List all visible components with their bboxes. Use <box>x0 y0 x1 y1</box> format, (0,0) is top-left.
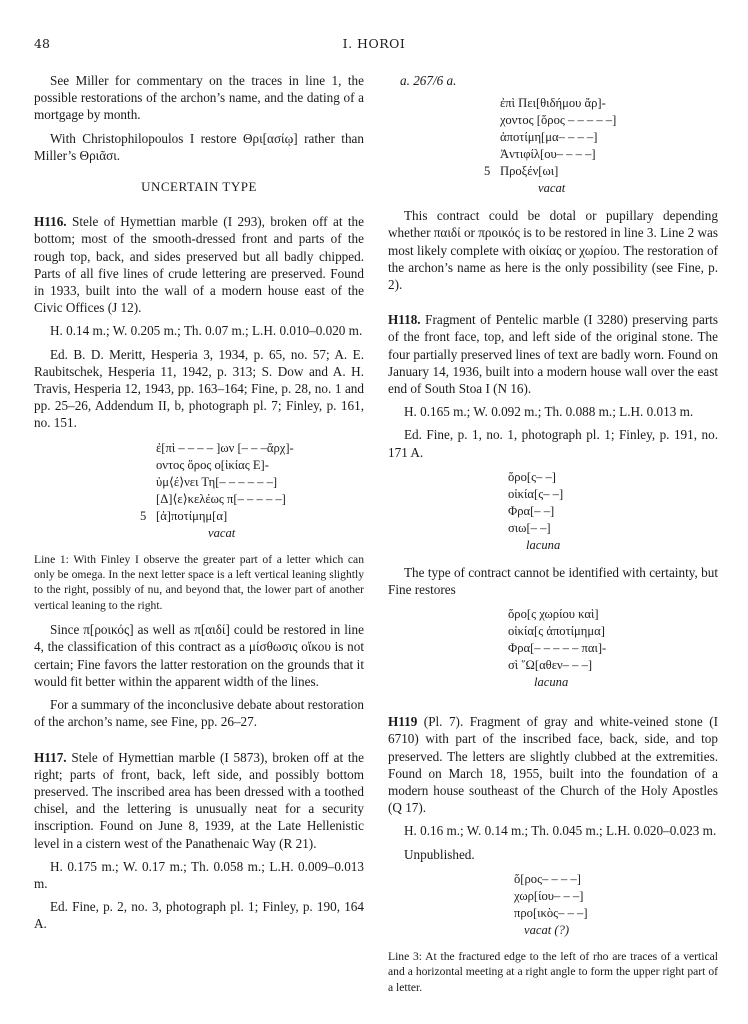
page-header <box>34 36 714 56</box>
h116-description <box>34 213 364 316</box>
inscription-line: ἐ[πὶ – – – – ]ων [– – –ἄρχ]- <box>156 440 294 455</box>
h119-id: H119 <box>388 714 418 730</box>
inscription-line: ὐμ⟨έ⟩νει Τη[– – – – – –] <box>156 474 278 489</box>
h118-desc-text: Fragment of Pentelic marble (I 3280) preserving parts of the front face, top, and left side of the original stone. The four partially preserved lines of text are badly worn. Found on January 14, 1936, built into a modern house wall over the east end of South Stoa I (N 16). <box>388 312 719 397</box>
inscription-line: [Δ]⟨ε⟩κελέως π[– – – – –] <box>156 491 286 506</box>
left-column <box>34 72 364 939</box>
h119-desc-text: (Pl. 7). Fragment of gray and white-veined stone (I 6710) with part of the inscribed face, back, side, and top preserved. The letters are slightly clubbed at the extremities. Found on March 18, 1955, built into the foundation of a modern house southeast of the Church of the Holy Apostles (Q 17). <box>388 714 719 816</box>
lacuna-label: lacuna <box>526 537 561 552</box>
h116-inscription <box>34 440 364 542</box>
h118-restoration <box>388 606 718 691</box>
h118-description <box>388 311 718 397</box>
h116-editions: Ed. B. D. Meritt, Hesperia 3, 1934, p. 65, no. 57; A. E. Raubitschek, Hesperia 11, 1942, p. 313; S. Dow and A. H. Travis, Hesperia 12, 1943, pp. 163–164; Fine, p. 28, no. 1 and pp. 25–26, Addendum II, b, photograph pl. 7; Finley, p. 161, no. 151. <box>34 346 364 431</box>
h117-desc-text: Stele of Hymettian marble (I 5873), broken off at the right; parts of front, back, left side, and possibly bottom preserved. The inscribed area has been dressed with a toothed chisel, and the lettering is unusually neat for a security inscription. Found on June 8, 1939, at the Late Hellenistic level in a cistern west of the Panathenaic Way (R 21). <box>34 749 365 851</box>
h117-editions: Ed. Fine, p. 2, no. 3, photograph pl. 1; Finley, p. 190, 164 A. <box>34 899 364 932</box>
h117-id: H117. <box>34 749 67 765</box>
inscription-line: οντος ὅρος ο[ἰκίας Ε]- <box>156 457 269 472</box>
inscription-line <box>484 163 718 180</box>
h119-description <box>388 713 718 816</box>
h119-unpublished: Unpublished. <box>404 846 475 862</box>
h117-dimensions: H. 0.175 m.; W. 0.17 m.; Th. 0.058 m.; L.H. 0.009–0.013 m. <box>34 858 364 891</box>
h116-id: H116. <box>34 214 67 230</box>
h119-line-note: Line 3: At the fractured edge to the left of rho are traces of a vertical and a horizontal meeting at a right angle to form the upper right part of a letter. <box>388 949 718 994</box>
inscription-line: Φρα[– – – – – παι]- <box>508 641 607 656</box>
page-number: 48 <box>34 36 50 51</box>
inscription-line <box>140 508 364 525</box>
h116-line-note: Line 1: With Finley I observe the greater part of a letter which can only be omega. In the next letter space is a left vertical leaning slightly to the right, possibly of nu, and beyond that, the lower part of another vertical leaning to the right. <box>34 552 364 612</box>
h116-dimensions: H. 0.14 m.; W. 0.205 m.; Th. 0.07 m.; L.H. 0.010–0.020 m. <box>50 323 363 339</box>
inscription-line: οἰκία[ς– –] <box>508 486 564 501</box>
line-number: 5 <box>484 164 491 179</box>
h117-paragraph-contract: This contract could be dotal or pupillary depending whether παιδί or προικός is to be restored in line 3. Line 2 was most likely complete with οἰκίας or χωρίου. The restoration of the archon’s name as here is the only possibility (see Fine, p. 2). <box>388 208 718 293</box>
paragraph-miller: See Miller for commentary on the traces in line 1, the possible restorations of the archon’s name, and the dating of a mortgage by month. <box>34 73 364 123</box>
inscription-line: ἐπὶ Πει[θιδήμου ἄρ]- <box>500 96 606 111</box>
inscription-line: Ἀντιφίλ[ου– – – –] <box>500 147 596 162</box>
h118-paragraph-type: The type of contract cannot be identified with certainty, but Fine restores <box>388 564 718 598</box>
paragraph-christophilopoulos: With Christophilopoulos I restore Θρι[ασίῳ] rather than Miller’s Θριᾶσι. <box>34 130 364 163</box>
h117-date: a. 267/6 a. <box>400 73 457 88</box>
inscription-line: ἀποτίμη[μα– – – –] <box>500 130 598 145</box>
inscription-line-text: Προξέν[ωι] <box>500 164 559 179</box>
h119-dimensions: H. 0.16 m.; W. 0.14 m.; Th. 0.045 m.; L.H. 0.020–0.023 m. <box>404 823 717 839</box>
lacuna-label: lacuna <box>534 675 569 690</box>
h118-editions: Ed. Fine, p. 1, no. 1, photograph pl. 1; Finley, p. 191, no. 171 A. <box>388 427 718 460</box>
line-number: 5 <box>140 508 147 523</box>
inscription-line: χοντος [ὅρος – – – – –] <box>500 113 617 128</box>
h117-inscription <box>388 95 718 197</box>
inscription-line: χωρ[ίου– – –] <box>514 888 584 903</box>
h118-id: H118. <box>388 312 421 328</box>
h116-paragraph-since: Since π[ροικός] as well as π[αιδί] could be restored in line 4, the classification of this contract as a μίσθωσις οἴκου is not certain; Fine favors the latter restoration on the grounds that it would fit better within the apparent width of the lines. <box>34 622 364 689</box>
running-head: I. HOROI <box>342 36 406 51</box>
h116-desc-text: Stele of Hymettian marble (I 293), broken off at the bottom; most of the smooth-dressed front and parts of the rough top, back, and sides preserved but all badly chipped. Parts of all five lines of crude lettering are preserved. Found in 1933, built into the wall of a modern house east of the Civic Offices (J 12). <box>34 214 365 316</box>
h118-dimensions: H. 0.165 m.; W. 0.092 m.; Th. 0.088 m.; L.H. 0.013 m. <box>404 404 694 420</box>
vacat-label: vacat (?) <box>524 922 570 937</box>
vacat-label: vacat <box>538 181 566 196</box>
inscription-line: προ[ικὸς– – –] <box>514 905 588 920</box>
vacat-label: vacat <box>208 525 236 540</box>
right-column <box>388 72 718 1003</box>
inscription-line: ὅρο[ς χωρίου καὶ] <box>508 607 599 622</box>
inscription-line: ὅρο[ς– –] <box>508 469 556 484</box>
inscription-line: σιω[– –] <box>508 520 551 535</box>
section-title: UNCERTAIN TYPE <box>141 179 257 195</box>
inscription-line: οἰκία[ς ἀποτίμημα] <box>508 624 605 639</box>
h116-paragraph-summary: For a summary of the inconclusive debate about restoration of the archon’s name, see Fine, pp. 26–27. <box>34 697 364 730</box>
inscription-line: ὅ[ρος– – – –] <box>514 871 581 886</box>
inscription-line: Φρα[– –] <box>508 503 555 518</box>
inscription-line: σὶ ῞Ω[αθεν– – –] <box>508 658 593 673</box>
h117-description <box>34 749 364 852</box>
inscription-line-text: [ἀ]ποτίμημ[α] <box>156 508 228 523</box>
h119-inscription <box>388 871 718 939</box>
h118-inscription <box>388 469 718 554</box>
